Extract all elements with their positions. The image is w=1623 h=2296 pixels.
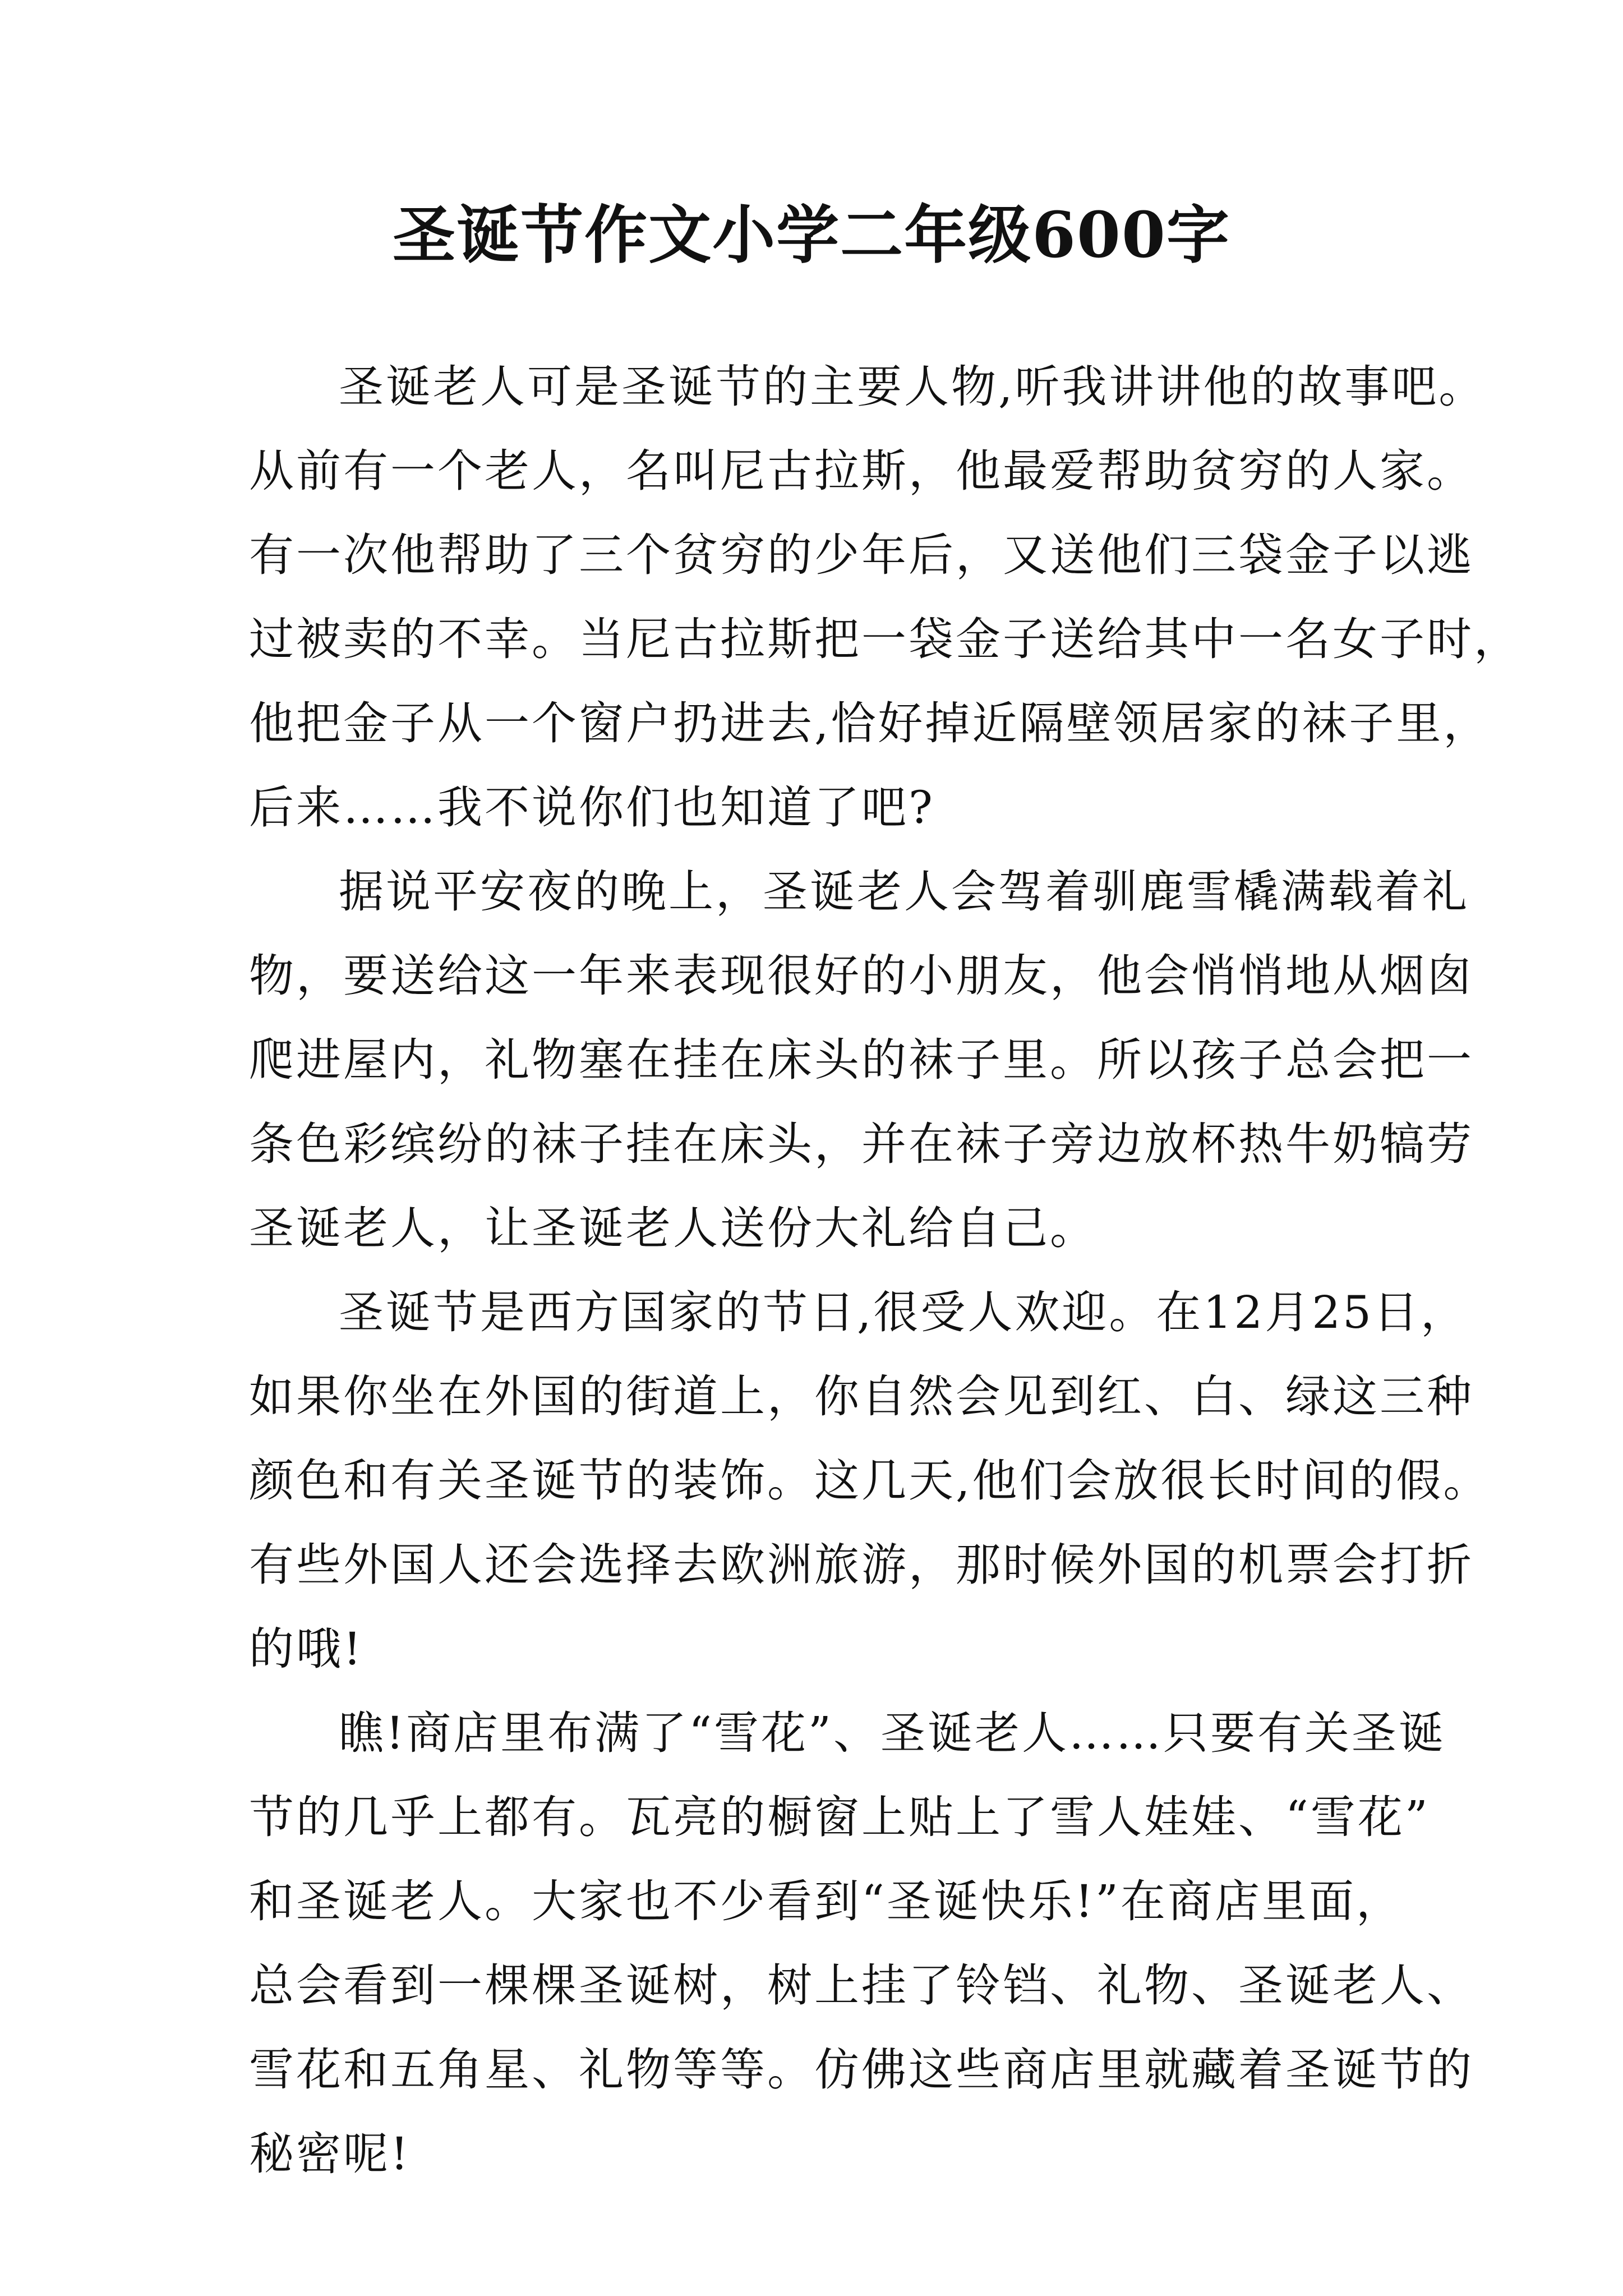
text-line: 物，要送给这一年来表现很好的小朋友，他会悄悄地从烟囱 [249, 950, 1474, 1002]
text-line: 据说平安夜的晚上，圣诞老人会驾着驯鹿雪橇满载着礼 [339, 866, 1469, 918]
text-line: 他把金子从一个窗户扔进去,恰好掉近隔壁领居家的袜子里， [249, 697, 1491, 749]
text-line: 后来……我不说你们也知道了吧? [249, 781, 935, 834]
text-line: 从前有一个老人，名叫尼古拉斯，他最爱帮助贫穷的人家。 [249, 445, 1474, 497]
text-line: 条色彩缤纷的袜子挂在床头，并在袜子旁边放杯热牛奶犒劳 [249, 1118, 1474, 1170]
text-line: 圣诞老人，让圣诞老人送份大礼给自己。 [249, 1202, 1097, 1254]
text-line: 的哦! [249, 1623, 364, 1675]
text-line: 有些外国人还会选择去欧洲旅游，那时候外国的机票会打折 [249, 1539, 1474, 1591]
text-line: 过被卖的不幸。当尼古拉斯把一袋金子送给其中一名女子时， [249, 613, 1521, 665]
text-line: 总会看到一棵棵圣诞树，树上挂了铃铛、礼物、圣诞老人、 [249, 1959, 1474, 2012]
text-line: 圣诞老人可是圣诞节的主要人物,听我讲讲他的故事吧。 [339, 361, 1486, 413]
text-line: 雪花和五角星、礼物等等。仿佛这些商店里就藏着圣诞节的 [249, 2044, 1474, 2096]
text-line: 有一次他帮助了三个贫穷的少年后，又送他们三袋金子以逃 [249, 529, 1474, 581]
text-line: 秘密呢! [249, 2128, 411, 2180]
text-line: 节的几乎上都有。瓦亮的橱窗上贴上了雪人娃娃、“雪花” [249, 1791, 1430, 1843]
text-line: 和圣诞老人。大家也不少看到“圣诞快乐!”在商店里面， [249, 1875, 1403, 1927]
text-line: 瞧!商店里布满了“雪花”、圣诞老人……只要有关圣诞 [339, 1707, 1446, 1759]
text-line: 圣诞节是西方国家的节日,很受人欢迎。在12月25日， [339, 1286, 1468, 1338]
text-line: 爬进屋内，礼物塞在挂在床头的袜子里。所以孩子总会把一 [249, 1034, 1474, 1086]
essay-body [249, 345, 1521, 2196]
text-line: 颜色和有关圣诞节的装饰。这几天,他们会放很长时间的假。 [249, 1455, 1491, 1507]
document-title: 圣诞节作文小学二年级600字 [393, 199, 1230, 272]
text-line: 如果你坐在外国的街道上，你自然会见到红、白、绿这三种 [249, 1370, 1474, 1423]
